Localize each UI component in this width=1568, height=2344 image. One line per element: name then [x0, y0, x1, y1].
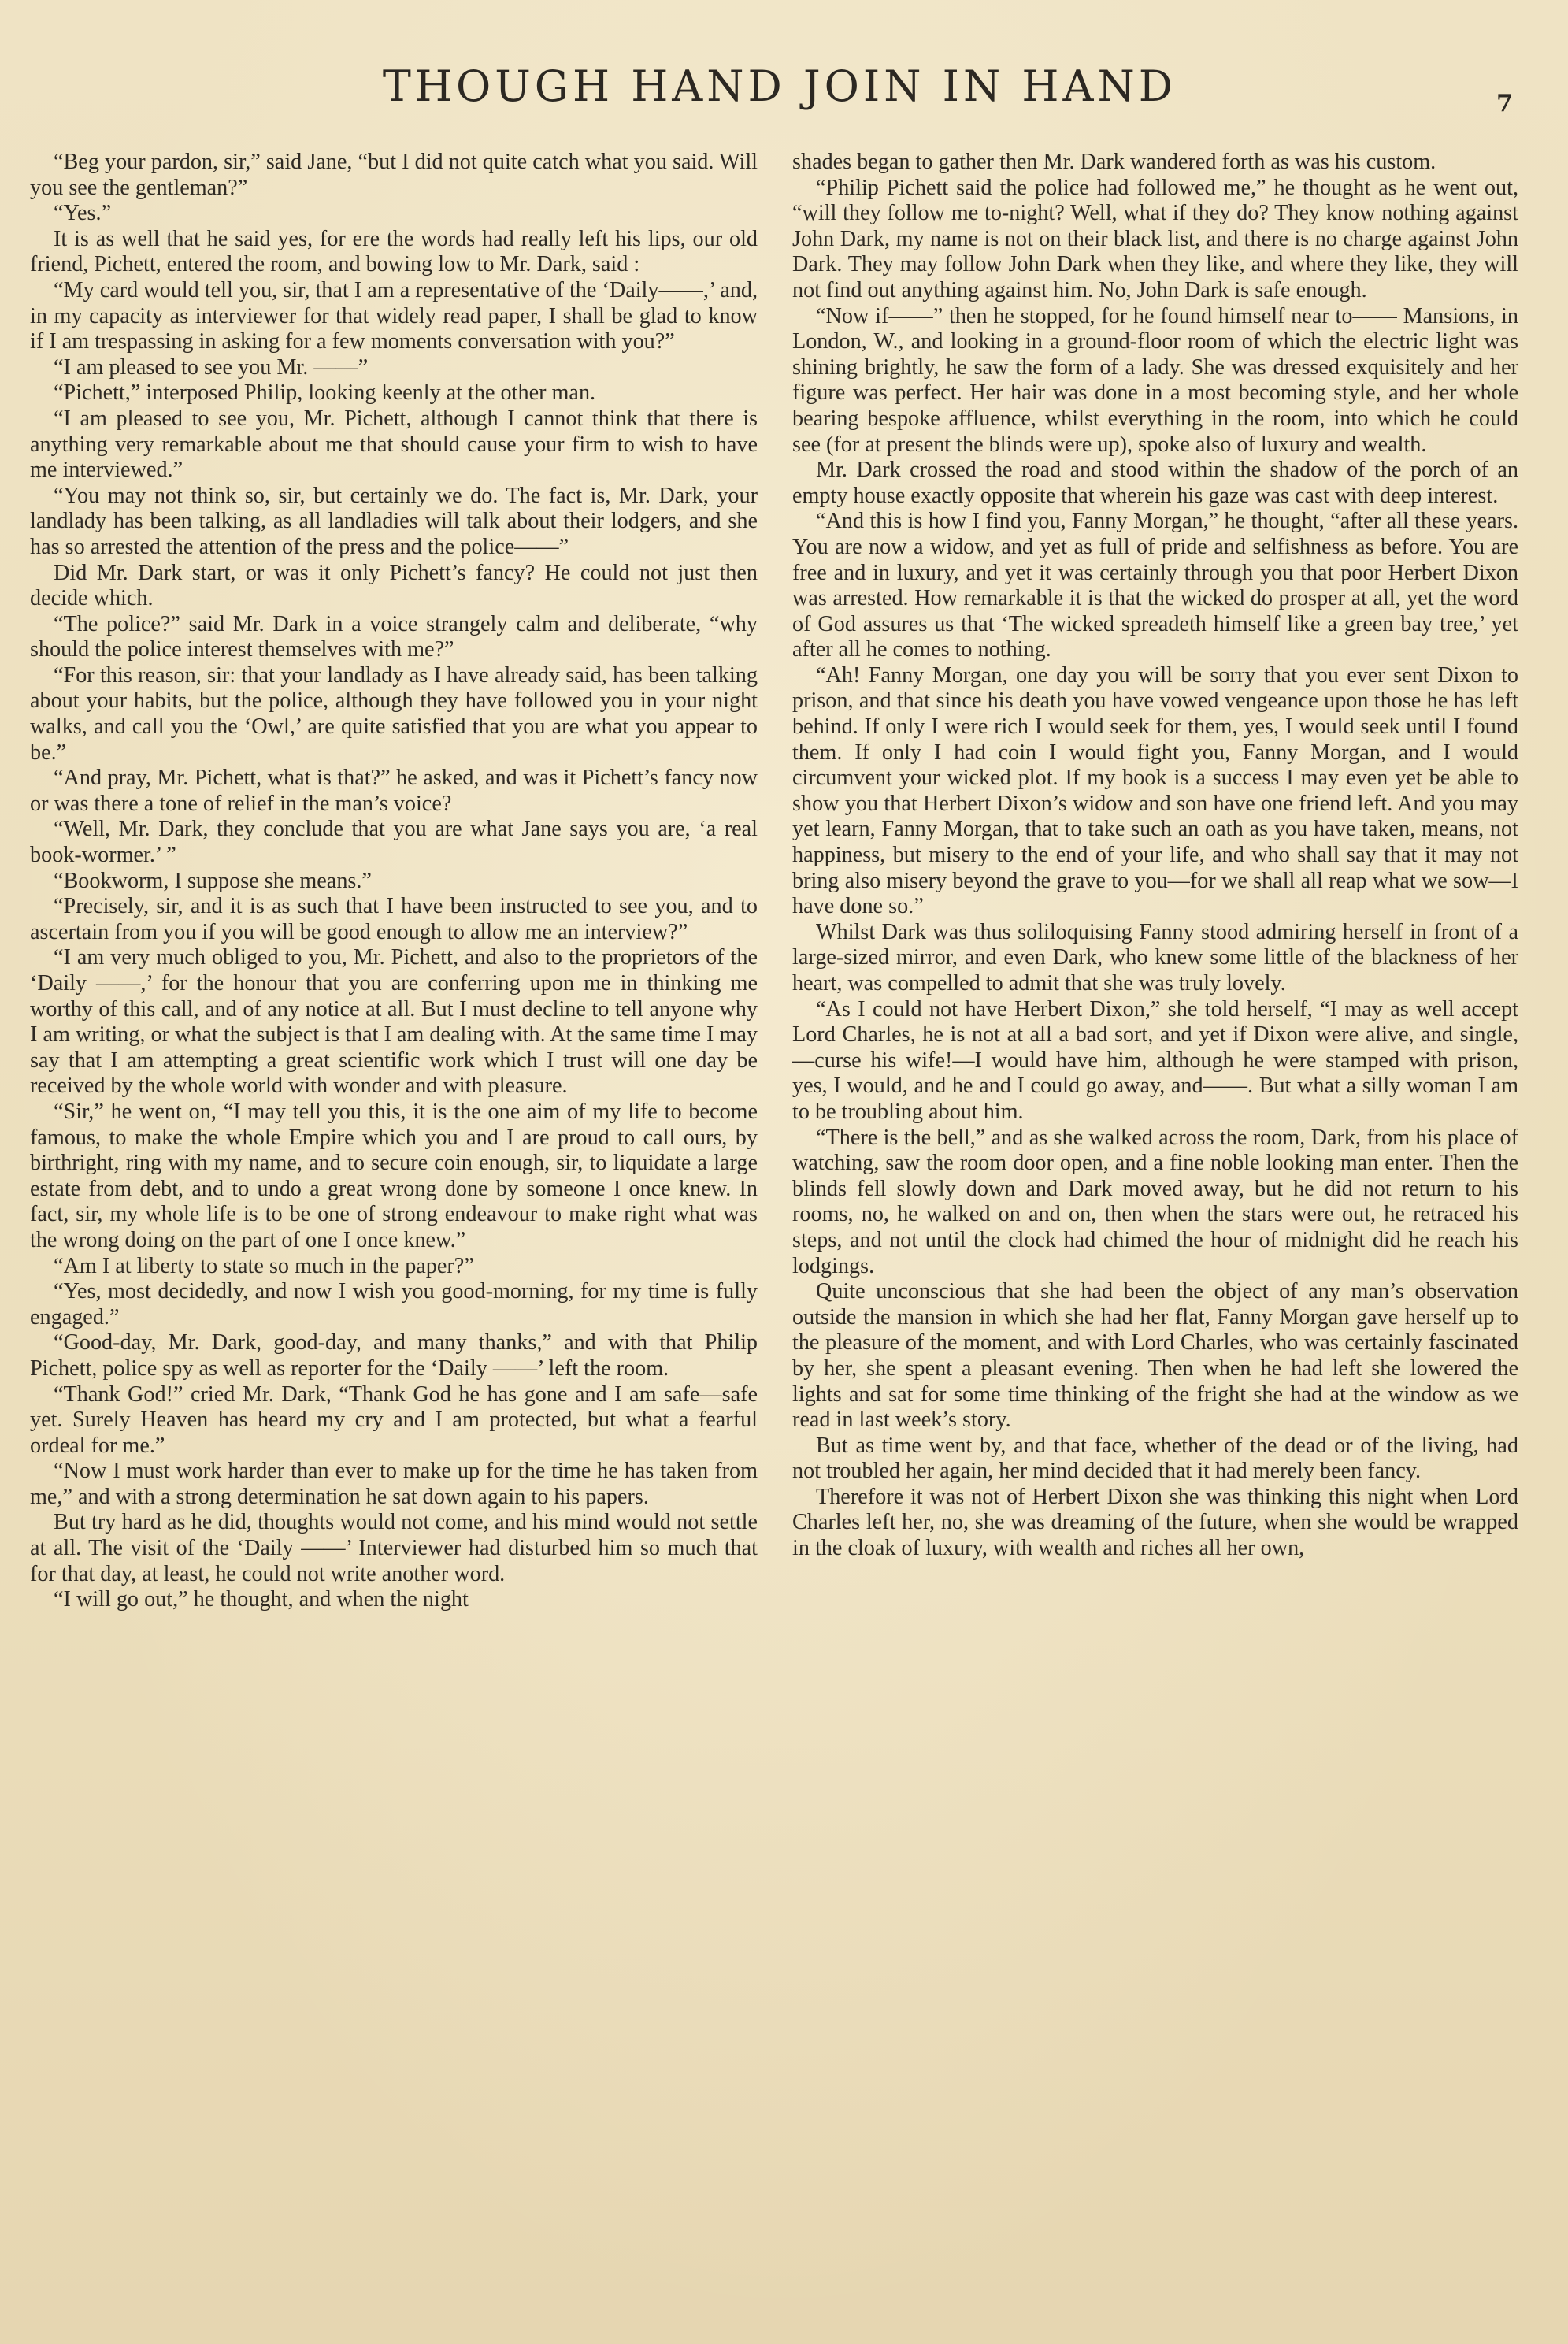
paragraph: “Good-day, Mr. Dark, good-day, and many thanks,” and with that Philip Pichett, police spy as well as reporter for the ‘Daily ——’ left the room.: [30, 1330, 758, 1381]
paragraph: “As I could not have Herbert Dixon,” she told herself, “I may as well accept Lord Charles, he is not at all a bad sort, and yet if Dixon were alive, and single, —curse his wife!—I would have him, although he were stamped with prison, yes, I would, and he and I could go away, and——. But what a silly woman I am to be troubling about him.: [792, 996, 1518, 1124]
paragraph: “And this is how I find you, Fanny Morgan,” he thought, “after all these years. You are now a widow, and yet as full of pride and selfishness as before. You are free and in luxury, and yet it was certainly through you that poor Herbert Dixon was arrested. How remarkable it is that the wicked do prosper at all, yet the word of God assures us that ‘The wicked spreadeth himself like a green bay tree,’ yet after all he comes to nothing.: [792, 509, 1518, 662]
paragraph: “The police?” said Mr. Dark in a voice strangely calm and deliberate, “why should the police interest themselves with me?”: [30, 611, 758, 662]
paragraph: But as time went by, and that face, whether of the dead or of the living, had not troubled her again, her mind decided that it had merely been fancy.: [792, 1433, 1518, 1484]
right-column: [792, 150, 1518, 2213]
paragraph: Mr. Dark crossed the road and stood within the shadow of the porch of an empty house exactly opposite that wherein his gaze was cast with deep interest.: [792, 458, 1518, 508]
paragraph: Quite unconscious that she had been the object of any man’s observation outside the mansion in which she had her flat, Fanny Morgan gave herself up to the pleasure of the moment, and with Lord Charles, who was certainly fascinated by her, she spent a pleasant evening. Then when he had left she lowered the lights and sat for some time thinking of the fright she had at the window as we read in last week’s story.: [792, 1279, 1518, 1433]
paragraph: shades began to gather then Mr. Dark wandered forth as was his custom.: [792, 150, 1436, 174]
paragraph: Therefore it was not of Herbert Dixon she was thinking this night when Lord Charles left her, no, she was dreaming of the future, when she would be wrapped in the cloak of luxury, with wealth and riches all her own,: [792, 1484, 1518, 1561]
paragraph: Did Mr. Dark start, or was it only Pichett’s fancy? He could not just then decide which.: [30, 560, 758, 611]
paragraph: “I am pleased to see you Mr. ——”: [54, 354, 369, 380]
paragraph: “Yes.”: [54, 201, 112, 226]
paragraph: “Beg your pardon, sir,” said Jane, “but I did not quite catch what you said. Will you see the gentleman?”: [30, 150, 758, 200]
paragraph: “Sir,” he went on, “I may tell you this, it is the one aim of my life to become famous, to make the whole Empire which you and I are proud to call ours, by birthright, ring with my name, and to secure coin enough, sir, to liquidate a large estate from debt, and to undo a great wrong done by someone I once knew. In fact, sir, my whole life is to be one of strong endeavour to make right what was the wrong doing on the part of one I once knew.”: [30, 1099, 758, 1252]
left-column: [30, 150, 758, 2213]
paragraph: “You may not think so, sir, but certainly we do. The fact is, Mr. Dark, your landlady has been talking, as all landladies will talk about their lodgers, and she has so arrested the attention of the press and the police——”: [30, 483, 758, 559]
paragraph: “For this reason, sir: that your landlady as I have already said, has been talking about your habits, but the police, although they have followed you in your night walks, and call you the ‘Owl,’ are quite satisfied that you are what you appear to be.”: [30, 662, 758, 765]
paragraph: “Ah! Fanny Morgan, one day you will be sorry that you ever sent Dixon to prison, and that since his death you have vowed vengeance upon those he has left behind. If only I were rich I would seek for them, yes, I would seek until I found them. If only I had coin I would fight you, Fanny Morgan, and I would circumvent your wicked plot. If my book is a success I may even yet be able to show you that Herbert Dixon’s widow and son have one friend left. And you may yet learn, Fanny Morgan, that to take such an oath as you have taken, means, not happiness, but misery to the end of your life, and who shall say that it may not bring also misery beyond the grave to you—for we shall all reap what we sow—I have done so.”: [792, 662, 1518, 919]
paragraph: “Now I must work harder than ever to make up for the time he has taken from me,” and with a strong determination he sat down again to his papers.: [30, 1459, 758, 1509]
page-number: 7: [1496, 90, 1513, 117]
paragraph: Whilst Dark was thus soliloquising Fanny stood admiring herself in front of a large-sized mirror, and even Dark, who knew some little of the blackness of her heart, was compelled to admit that she was truly lovely.: [792, 919, 1518, 996]
paragraph: “Pichett,” interposed Philip, looking keenly at the other man.: [54, 380, 596, 406]
paragraph: “I am very much obliged to you, Mr. Pichett, and also to the proprietors of the ‘Daily ——,’ for the honour that you are conferring upon me in thinking me worthy of this call, and of any notice at all. But I must decline to tell anyone why I am writing, or what the subject is that I am dealing with. At the same time I may say that I am attempting a great scientific work which I trust will one day be received by the whole world with wonder and with pleasure.: [30, 945, 758, 1099]
paragraph: “Precisely, sir, and it is as such that I have been instructed to see you, and to ascertain from you if you will be good enough to allow me an interview?”: [30, 894, 758, 944]
paragraph: “My card would tell you, sir, that I am a representative of the ‘Daily——,’ and, in my capacity as interviewer for that widely read paper, I shall be glad to know if I am trespassing in asking for a few moments conversation with you?”: [30, 277, 758, 354]
paragraph: But try hard as he did, thoughts would not come, and his mind would not settle at all. The visit of the ‘Daily ——’ Interviewer had disturbed him so much that for that day, at least, he could not write another word.: [30, 1510, 758, 1586]
paragraph: “Bookworm, I suppose she means.”: [54, 868, 372, 893]
paragraph: “Well, Mr. Dark, they conclude that you are what Jane says you are, ‘a real book-wormer.’ ”: [30, 817, 758, 868]
running-title: THOUGH HAND JOIN IN HAND: [382, 61, 1177, 111]
paragraph: It is as well that he said yes, for ere the words had really left his lips, our old friend, Pichett, entered the room, and bowing low to Mr. Dark, said :: [30, 226, 758, 277]
paragraph: “Yes, most decidedly, and now I wish you good-morning, for my time is fully engaged.”: [30, 1279, 758, 1330]
paragraph: “And pray, Mr. Pichett, what is that?” he asked, and was it Pichett’s fancy now or was there a tone of relief in the man’s voice?: [30, 766, 758, 816]
paragraph: “Thank God!” cried Mr. Dark, “Thank God he has gone and I am safe—safe yet. Surely Heaven has heard my cry and I am protected, but what a fearful ordeal for me.”: [30, 1382, 758, 1458]
page-header: [0, 61, 1568, 132]
paragraph: “Philip Pichett said the police had followed me,” he thought as he went out, “will they follow me to-night? Well, what if they do? They know nothing against John Dark, my name is not on their black list, and there is no charge against John Dark. They may follow John Dark when they like, and where they like, they will not find out anything against him. No, John Dark is safe enough.: [792, 175, 1518, 302]
paragraph: “Am I at liberty to state so much in the paper?”: [54, 1253, 474, 1278]
paragraph: “There is the bell,” and as she walked across the room, Dark, from his place of watching, saw the room door open, and a fine noble looking man enter. Then the blinds fell slowly down and Dark moved away, but he did not return to his rooms, no, he walked on and on, then when the stars were out, he retraced his steps, and not until the clock had chimed the hour of midnight did he reach his lodgings.: [792, 1125, 1518, 1278]
paragraph: “I am pleased to see you, Mr. Pichett, although I cannot think that there is anything very remarkable about me that should cause your firm to wish to have me interviewed.”: [30, 406, 758, 483]
paragraph: “Now if——” then he stopped, for he found himself near to—— Mansions, in London, W., and looking in a ground-floor room of which the electric light was shining brightly, he saw the form of a lady. She was dressed exquisitely and her figure was perfect. Her hair was done in a most becoming style, and her whole bearing bespoke affluence, whilst everything in the room, into which he could see (for at present the blinds were up), spoke also of luxury and wealth.: [792, 303, 1518, 457]
paragraph: “I will go out,” he thought, and when the night: [54, 1587, 469, 1612]
